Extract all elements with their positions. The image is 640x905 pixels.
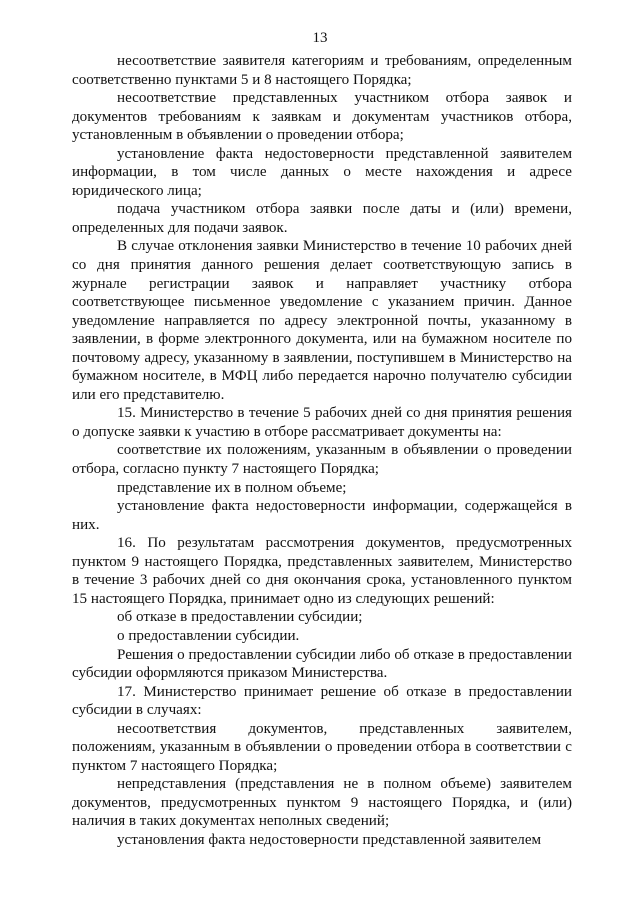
paragraph: установление факта недостоверности представленной заявителем информации, в том числе данных о месте нахождения и адресе юридического лица; [72, 145, 572, 199]
paragraph: установление факта недостоверности информации, содержащейся в них. [72, 498, 572, 533]
paragraph: В случае отклонения заявки Министерство в течение 10 рабочих дней со дня принятия данного решения делает соответствующую запись в журнале регистрации заявок и направляет участнику отбора соответствующее письменное уведомление с указанием причин. Данное уведомление направляется по адресу электронной почты, указанному в заявлении, в форме электронного документа, или на бумажном носителе по почтовому адресу, указанному в заявлении, поступившем в Министерство на бумажном носителе, в МФЦ либо передается нарочно получателю субсидии или его представителю. [72, 238, 572, 403]
document-body [72, 52, 572, 850]
paragraph: представление их в полном объеме; [117, 479, 347, 496]
paragraph: о предоставлении субсидии. [117, 627, 300, 644]
page-number: 13 [312, 30, 328, 46]
paragraph: 17. Министерство принимает решение об отказе в предоставлении субсидии в случаях: [72, 683, 572, 719]
paragraph: 15. Министерство в течение 5 рабочих дней со дня принятия решения о допуске заявки к участию в отборе рассматривает документы на: [72, 405, 572, 440]
paragraph: установления факта недостоверности представленной заявителем [117, 831, 542, 848]
paragraph: соответствие их положениям, указанным в объявлении о проведении отбора, согласно пункту 7 настоящего Порядка; [72, 442, 572, 478]
paragraph: Решения о предоставлении субсидии либо об отказе в предоставлении субсидии оформляются приказом Министерства. [72, 646, 572, 682]
paragraph: несоответствие представленных участником отбора заявок и документов требованиям к заявкам и документам участников отбора, установленным в объявлении о проведении отбора; [72, 90, 572, 144]
paragraph: несоответствие заявителя категориям и требованиям, определенным соответственно пунктами 5 и 8 настоящего Порядка; [72, 53, 572, 88]
paragraph: 16. По результатам рассмотрения документов, предусмотренных пунктом 9 настоящего Порядка, представленных заявителем, Министерство в течение 3 рабочих дней со дня окончания срока, установленного пунктом 15 настоящего Порядка, принимает одно из следующих решений: [72, 535, 572, 607]
paragraph: подача участником отбора заявки после даты и (или) времени, определенных для подачи заявок. [72, 201, 572, 236]
paragraph: об отказе в предоставлении субсидии; [117, 609, 363, 626]
paragraph: несоответствия документов, представленных заявителем, положениям, указанным в объявлении о проведении отбора в соответствии с пунктом 7 настоящего Порядка; [72, 720, 572, 774]
paragraph: непредставления (представления не в полном объеме) заявителем документов, предусмотренных пунктом 9 настоящего Порядка, и (или) наличия в таких документах неполных сведений; [72, 776, 572, 830]
